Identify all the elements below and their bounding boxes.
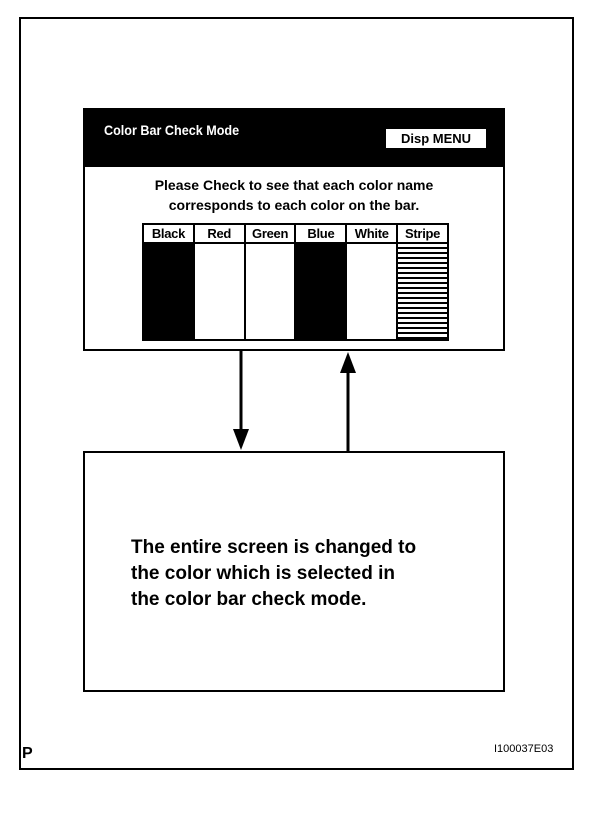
full-color-screen xyxy=(83,451,505,692)
corner-mark: P xyxy=(22,745,33,762)
arrow-up-icon xyxy=(340,352,356,451)
full-screen-message xyxy=(131,535,416,613)
arrow-down-icon xyxy=(233,351,249,450)
color-label-black: Black xyxy=(144,225,193,244)
instruction-line-2: corresponds to each color on the bar. xyxy=(168,197,420,213)
screen-title: Color Bar Check Mode xyxy=(104,122,240,138)
disp-menu-button[interactable]: Disp MENU xyxy=(386,129,486,148)
figure-code: I100037E03 xyxy=(494,743,554,755)
message-line-3: the color bar check mode. xyxy=(131,589,367,610)
color-label-white: White xyxy=(347,225,396,244)
color-label-green: Green xyxy=(246,225,295,244)
color-label-blue: Blue xyxy=(296,225,345,244)
color-label-stripe: Stripe xyxy=(398,225,447,244)
color-label-red: Red xyxy=(195,225,244,244)
instruction-line-1: Please Check to see that each color name xyxy=(154,177,434,193)
message-line-1: The entire screen is changed to xyxy=(131,537,417,558)
message-line-2: the color which is selected in xyxy=(131,563,395,584)
